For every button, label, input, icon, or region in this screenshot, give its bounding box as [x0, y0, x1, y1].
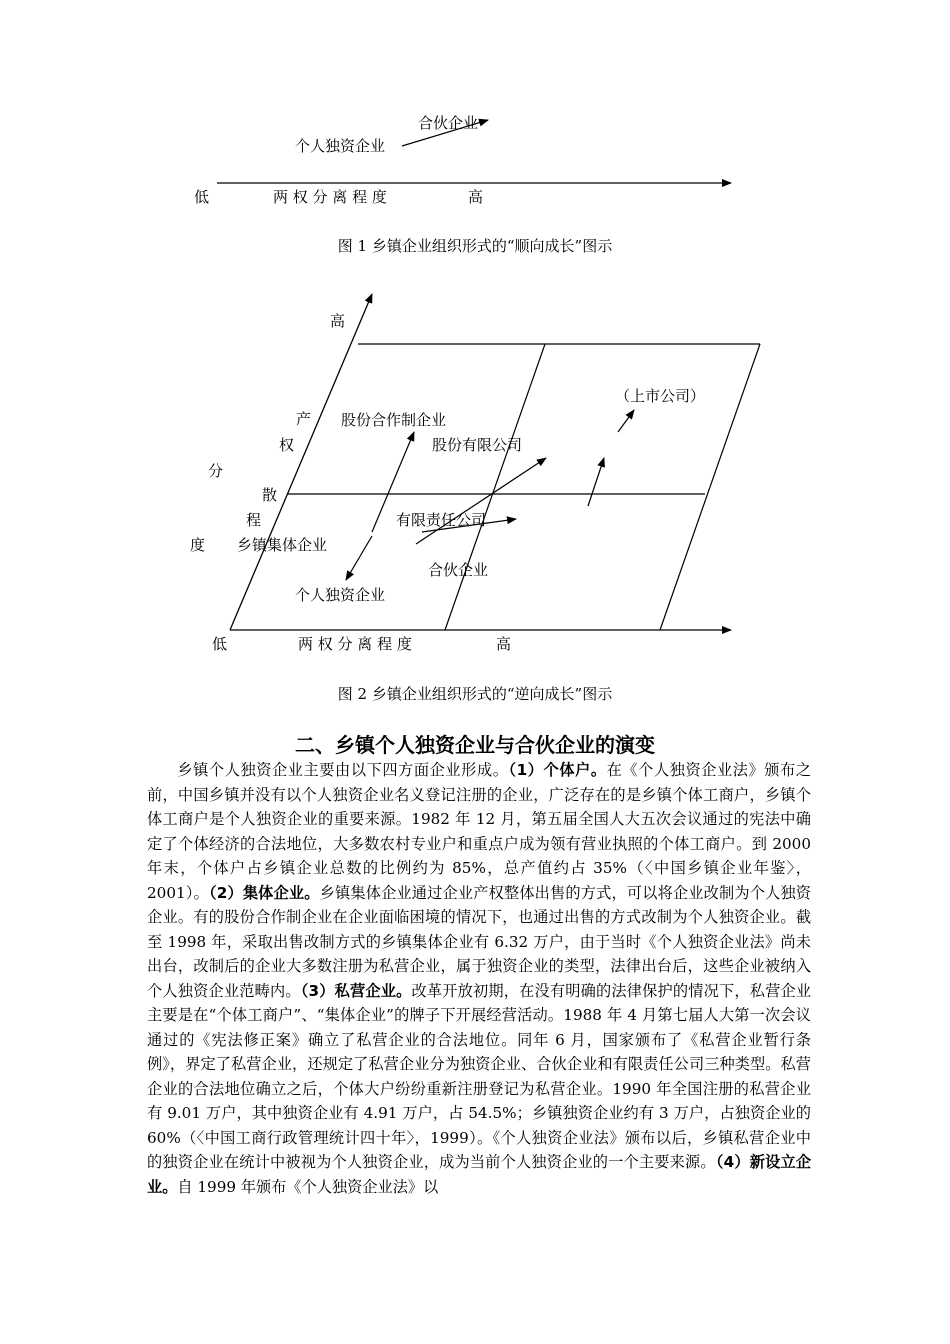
- fig2-y-axis: [230, 294, 372, 630]
- fig2-arrow-to-listed: [618, 410, 634, 432]
- fig2-middle-vertical: [445, 344, 545, 630]
- fig2-arrow-right-lower: [588, 458, 604, 506]
- fig2-joint-stock-coop-label: 股份合作制企业: [341, 411, 447, 429]
- fig2-y-char-5: 程: [246, 511, 262, 529]
- fig1-axis-high: 高: [468, 188, 484, 206]
- section-heading: 二、乡镇个人独资企业与合伙企业的演变: [295, 733, 655, 757]
- body-text: [147, 758, 811, 1199]
- intro-sentence: 乡镇个人独资企业主要由以下四方面企业形成。: [177, 761, 509, 779]
- fig2-y-char-6: 度: [190, 536, 206, 554]
- point-1-text: 在《个人独资企业法》颁布之前，中国乡镇并没有以个人独资企业名义登记注册的企业，广泛存在的是乡镇个体工商户，乡镇个体工商户是个人独资企业的重要来源。1982 年 12 月，第五届全国人大五次会议通过的宪法中确定了个体经济的合法地位，大多数农村专业户和重点户成为领有营业执照的个体工商户。到 2000 年末，个体户占乡镇企业总数的比例约为 85%，总产值约占 35%（〈中国乡镇企业年鉴〉，2001）。: [147, 761, 812, 902]
- point-3-heading: （3）私营企业。: [300, 981, 412, 1000]
- fig1-axis-low: 低: [194, 188, 210, 206]
- fig2-y-high: 高: [330, 312, 346, 330]
- fig1-partnership-label: 合伙企业: [418, 114, 479, 132]
- figure-2-caption: 图 2 乡镇企业组织形式的“逆向成长”图示: [337, 685, 613, 703]
- body-paragraph: [147, 758, 811, 1199]
- point-4-heading: （4）新设立企业。: [147, 1153, 812, 1196]
- figure-1-caption: 图 1 乡镇企业组织形式的“顺向成长”图示: [337, 237, 613, 255]
- point-3-text: 改革开放初期，在没有明确的法律保护的情况下，私营企业主要是在“个体工商户”、“集体企业”的牌子下开展经营活动。1988 年 4 月第七届人大第一次会议通过的《宪法修正案》确立了私营企业的合法地位。同年 6 月，国家颁布了《私营企业暂行条例》，界定了私营企业，还规定了私营企业分为独资企业、合伙企业和有限责任公司三种类型。私营企业的合法地位确立之后，个体大户纷纷重新注册登记为私营企业。1990 年全国注册的私营企业有 9.01 万户，其中独资企业有 4.91 万户，占 54.5%；乡镇独资企业约有 3 万户，占独资企业的 60%（〈中国工商行政管理统计四十年〉，1999）。《个人独资企业法》颁布以后，乡镇私营企业中的独资企业在统计中被视为个人独资企业，成为当前个人独资企业的一个主要来源。: [147, 981, 812, 1171]
- fig2-llc-label: 有限责任公司: [396, 511, 487, 529]
- fig2-joint-stock-company-label: 股份有限公司: [432, 436, 523, 454]
- point-4-text: 自 1999 年颁布《个人独资企业法》以: [177, 1177, 439, 1196]
- fig1-sole-proprietorship-label: 个人独资企业: [295, 137, 386, 155]
- fig2-x-low: 低: [212, 635, 228, 653]
- fig2-listed-company-label: （上市公司）: [615, 387, 706, 405]
- fig2-collective-label: 乡镇集体企业: [237, 536, 328, 554]
- fig2-y-char-1: 产: [296, 410, 312, 428]
- fig2-sole-proprietorship-label: 个人独资企业: [295, 586, 386, 604]
- fig2-x-label: 两 权 分 离 程 度: [298, 635, 412, 653]
- point-2-text: 乡镇集体企业通过企业产权整体出售的方式，可以将企业改制为个人独资企业。有的股份合作制企业在企业面临困境的情况下，也通过出售的方式改制为个人独资企业。截至 1998 年，采取出售改制方式的乡镇集体企业有 6.32 万户，由于当时《个人独资企业法》尚未出台，改制后的企业大多数注册为私营企业，属于独资企业的类型，法律出台后，这些企业被纳入个人独资企业范畴内。: [147, 883, 811, 1000]
- fig2-arrow-to-sole: [346, 536, 372, 580]
- fig2-arrow-to-joint-stock: [416, 458, 546, 544]
- fig2-y-char-2: 权: [279, 436, 295, 454]
- point-1-heading: （1）个体户。: [508, 761, 607, 779]
- fig2-x-high: 高: [496, 635, 512, 653]
- fig2-partnership-label: 合伙企业: [428, 561, 489, 579]
- point-2-heading: （2）集体企业。: [208, 883, 320, 902]
- fig2-y-char-4: 散: [262, 486, 278, 504]
- figure-2-diagram: [0, 290, 950, 670]
- fig1-axis-label: 两 权 分 离 程 度: [273, 188, 387, 206]
- fig2-y-char-3: 分: [208, 462, 224, 480]
